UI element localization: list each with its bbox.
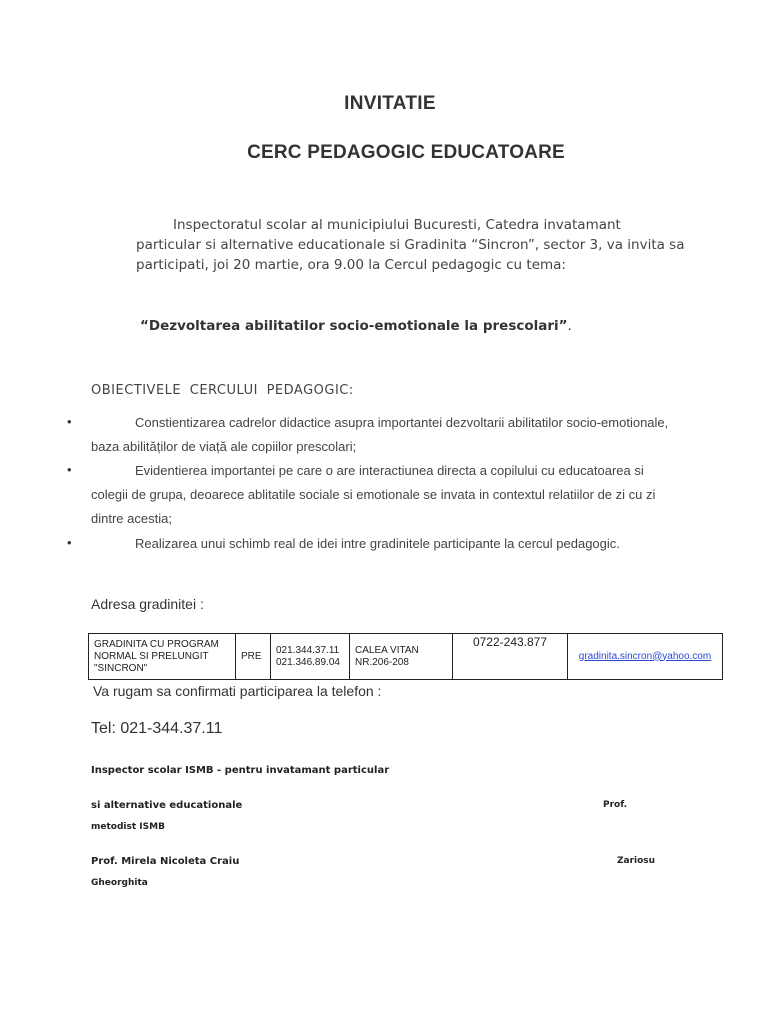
signature-line-2: si alternative educationale — [91, 800, 243, 811]
objectives-heading: OBIECTIVELE CERCULUI PEDAGOGIC: — [91, 383, 354, 398]
theme-block — [140, 318, 572, 334]
bullet-icon: • — [67, 462, 72, 477]
objective-2-line-3: dintre acestia; — [91, 511, 172, 526]
objective-1-line-1: Constientizarea cadrelor didactice asupra importantei dezvoltarii abilitatilor socio-emotionale, — [135, 415, 669, 430]
address-label: Adresa gradinitei : — [91, 596, 204, 612]
signature-line-1: Inspector scolar ISMB - pentru invatamant particular — [91, 765, 390, 776]
email-link[interactable]: gradinita.sincron@yahoo.com — [578, 650, 712, 662]
kindergarten-name-line-2: NORMAL SI PRELUNGIT — [94, 650, 209, 662]
intro-line-2: particular si alternative educationale si Gradinita “Sincron”, sector 3, va invita sa — [136, 237, 685, 253]
theme-suffix: . — [567, 318, 572, 334]
street-line-1: CALEA VITAN — [355, 644, 419, 656]
email-cell — [568, 634, 723, 680]
theme-title: “Dezvoltarea abilitatilor socio-emotionale la prescolari” — [140, 318, 568, 334]
bullet-icon: • — [67, 414, 72, 429]
intro-line-1: Inspectoratul scolar al municipiului Bucuresti, Catedra invatamant — [173, 217, 621, 233]
code-cell: PRE — [236, 634, 271, 680]
mobile-cell: 0722-243.877 — [453, 634, 568, 680]
objective-3-line-1: Realizarea unui schimb real de idei intre gradinitele participante la cercul pedagogic. — [135, 536, 620, 551]
kindergarten-name-line-1: GRADINITA CU PROGRAM — [94, 638, 219, 650]
kindergarten-name-cell — [89, 634, 236, 680]
phone-1: 021.344.37.11 — [276, 644, 340, 656]
document-subtitle: CERC PEDAGOGIC EDUCATOARE — [247, 142, 565, 163]
objective-2-line-2: colegii de grupa, deoarece ablitatile sociale si emotionale se invata in contextul relatiilor de zi cu zi — [91, 487, 656, 502]
kindergarten-name-line-3: "SINCRON" — [94, 662, 148, 674]
street-line-2: NR.206-208 — [355, 656, 409, 668]
telephone-text: Tel: 021-344.37.11 — [91, 720, 223, 737]
phones-cell — [271, 634, 350, 680]
signature-prof-right: Prof. — [603, 800, 628, 810]
signature-line-3: metodist ISMB — [91, 822, 165, 832]
objective-2-line-1: Evidentierea importantei pe care o are interactiunea directa a copilului cu educatoarea si — [135, 463, 644, 478]
intro-line-3: participati, joi 20 martie, ora 9.00 la Cercul pedagogic cu tema: — [136, 257, 566, 273]
street-cell — [350, 634, 453, 680]
bullet-icon: • — [67, 535, 72, 550]
phone-2: 021.346.89.04 — [276, 656, 340, 668]
confirm-text: Va rugam sa confirmati participarea la telefon : — [93, 683, 382, 699]
signature-line-4: Gheorghita — [91, 878, 148, 888]
signature-name-right: Zariosu — [617, 856, 656, 866]
table-row — [89, 634, 723, 680]
document-title: INVITATIE — [344, 93, 436, 114]
objective-1-line-2: baza abilităților de viață ale copiilor prescolari; — [91, 439, 357, 454]
signatory-name: Prof. Mirela Nicoleta Craiu — [91, 856, 240, 867]
address-table — [88, 633, 723, 680]
